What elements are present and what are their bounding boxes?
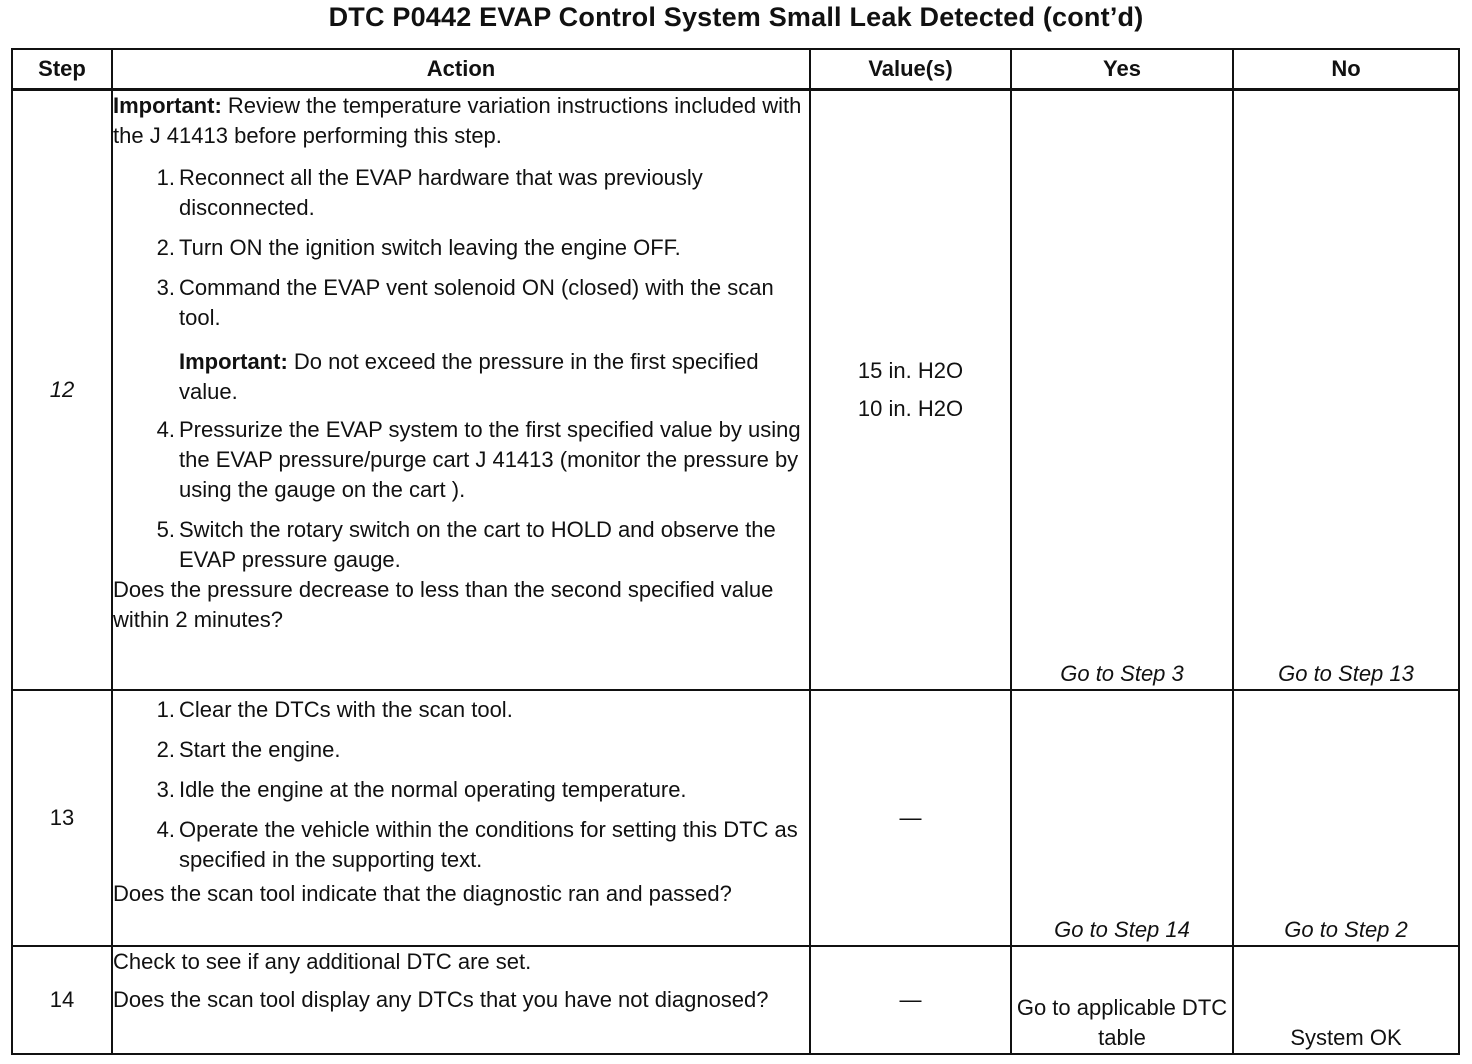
item-number: 1.	[156, 696, 175, 722]
item-text: Clear the DTCs with the scan tool.	[179, 696, 513, 722]
question-text: Does the scan tool display any DTCs that you have not diagnosed?	[113, 986, 769, 1012]
list-item	[113, 415, 809, 505]
step-number: 14	[12, 946, 112, 1054]
yes-goto: Go to Step 3	[1060, 660, 1184, 686]
important-text: Review the temperature variation instructions included with the J 41413 before performing this step.	[113, 93, 802, 148]
list-item	[113, 775, 809, 805]
list-item	[113, 273, 809, 333]
item-number: 2.	[156, 235, 175, 260]
item-text: Turn ON the ignition switch leaving the engine OFF.	[179, 235, 681, 260]
item-number: 3.	[156, 275, 175, 300]
diagnostic-table	[11, 48, 1460, 1055]
table-row	[12, 690, 1459, 946]
header-no: No	[1233, 49, 1459, 90]
values-cell	[810, 90, 1011, 690]
no-cell	[1233, 690, 1459, 946]
action-list	[113, 163, 809, 333]
item-number: 1.	[156, 165, 175, 190]
item-number: 4.	[156, 816, 175, 842]
action-list-continued	[113, 415, 809, 575]
item-number: 3.	[156, 776, 175, 802]
note-text: Do not exceed the pressure in the first specified value.	[179, 349, 759, 404]
list-item	[113, 163, 809, 223]
important-paragraph	[113, 91, 809, 151]
item-text: Command the EVAP vent solenoid ON (closed) with the scan tool.	[179, 275, 774, 330]
table-header-row	[12, 49, 1459, 90]
list-item	[113, 515, 809, 575]
header-action: Action	[112, 49, 810, 90]
list-item	[113, 815, 809, 875]
important-label: Important:	[113, 93, 222, 118]
action-list	[113, 695, 809, 875]
action-cell	[112, 90, 810, 690]
question-text: Does the pressure decrease to less than the second specified value within 2 minutes?	[113, 577, 774, 632]
item-number: 2.	[156, 736, 175, 762]
value-first: 15 in. H2O	[857, 357, 964, 383]
item-text: Idle the engine at the normal operating temperature.	[179, 776, 687, 802]
header-values: Value(s)	[810, 49, 1011, 90]
yes-cell	[1011, 90, 1233, 690]
item-text: Operate the vehicle within the conditions for setting this DTC as specified in the supporting text.	[179, 816, 798, 872]
no-goto: Go to Step 13	[1278, 660, 1414, 686]
note-label: Important:	[179, 349, 288, 374]
value-second: 10 in. H2O	[857, 395, 964, 421]
step-number: 12	[12, 90, 112, 690]
header-step: Step	[12, 49, 112, 90]
question-text: Does the scan tool indicate that the diagnostic ran and passed?	[113, 880, 732, 906]
item-text: Pressurize the EVAP system to the first specified value by using the EVAP pressure/purge cart J 41413 (monitor the pressure by using the gauge on the cart ).	[179, 417, 801, 502]
header-yes: Yes	[1011, 49, 1233, 90]
action-cell	[112, 946, 810, 1054]
action-cell	[112, 690, 810, 946]
no-cell: System OK	[1233, 946, 1459, 1054]
item-text: Start the engine.	[179, 736, 341, 762]
table-row	[12, 90, 1459, 690]
item-text: Switch the rotary switch on the cart to HOLD and observe the EVAP pressure gauge.	[179, 517, 776, 572]
page-title: DTC P0442 EVAP Control System Small Leak Detected (cont’d)	[328, 2, 1144, 32]
table-row	[12, 946, 1459, 1054]
important-note	[113, 347, 809, 407]
values-cell: —	[810, 946, 1011, 1054]
no-goto: Go to Step 2	[1284, 916, 1408, 942]
check-text: Check to see if any additional DTC are set.	[113, 948, 532, 974]
list-item	[113, 735, 809, 765]
yes-cell: Go to applicable DTC table	[1011, 946, 1233, 1054]
item-number: 5.	[156, 517, 175, 542]
item-text: Reconnect all the EVAP hardware that was previously disconnected.	[179, 165, 703, 220]
list-item	[113, 695, 809, 725]
step-number: 13	[12, 690, 112, 946]
no-cell	[1233, 90, 1459, 690]
list-item	[113, 233, 809, 263]
yes-cell	[1011, 690, 1233, 946]
item-number: 4.	[156, 417, 175, 442]
values-cell: —	[810, 690, 1011, 946]
yes-goto: Go to Step 14	[1054, 916, 1190, 942]
